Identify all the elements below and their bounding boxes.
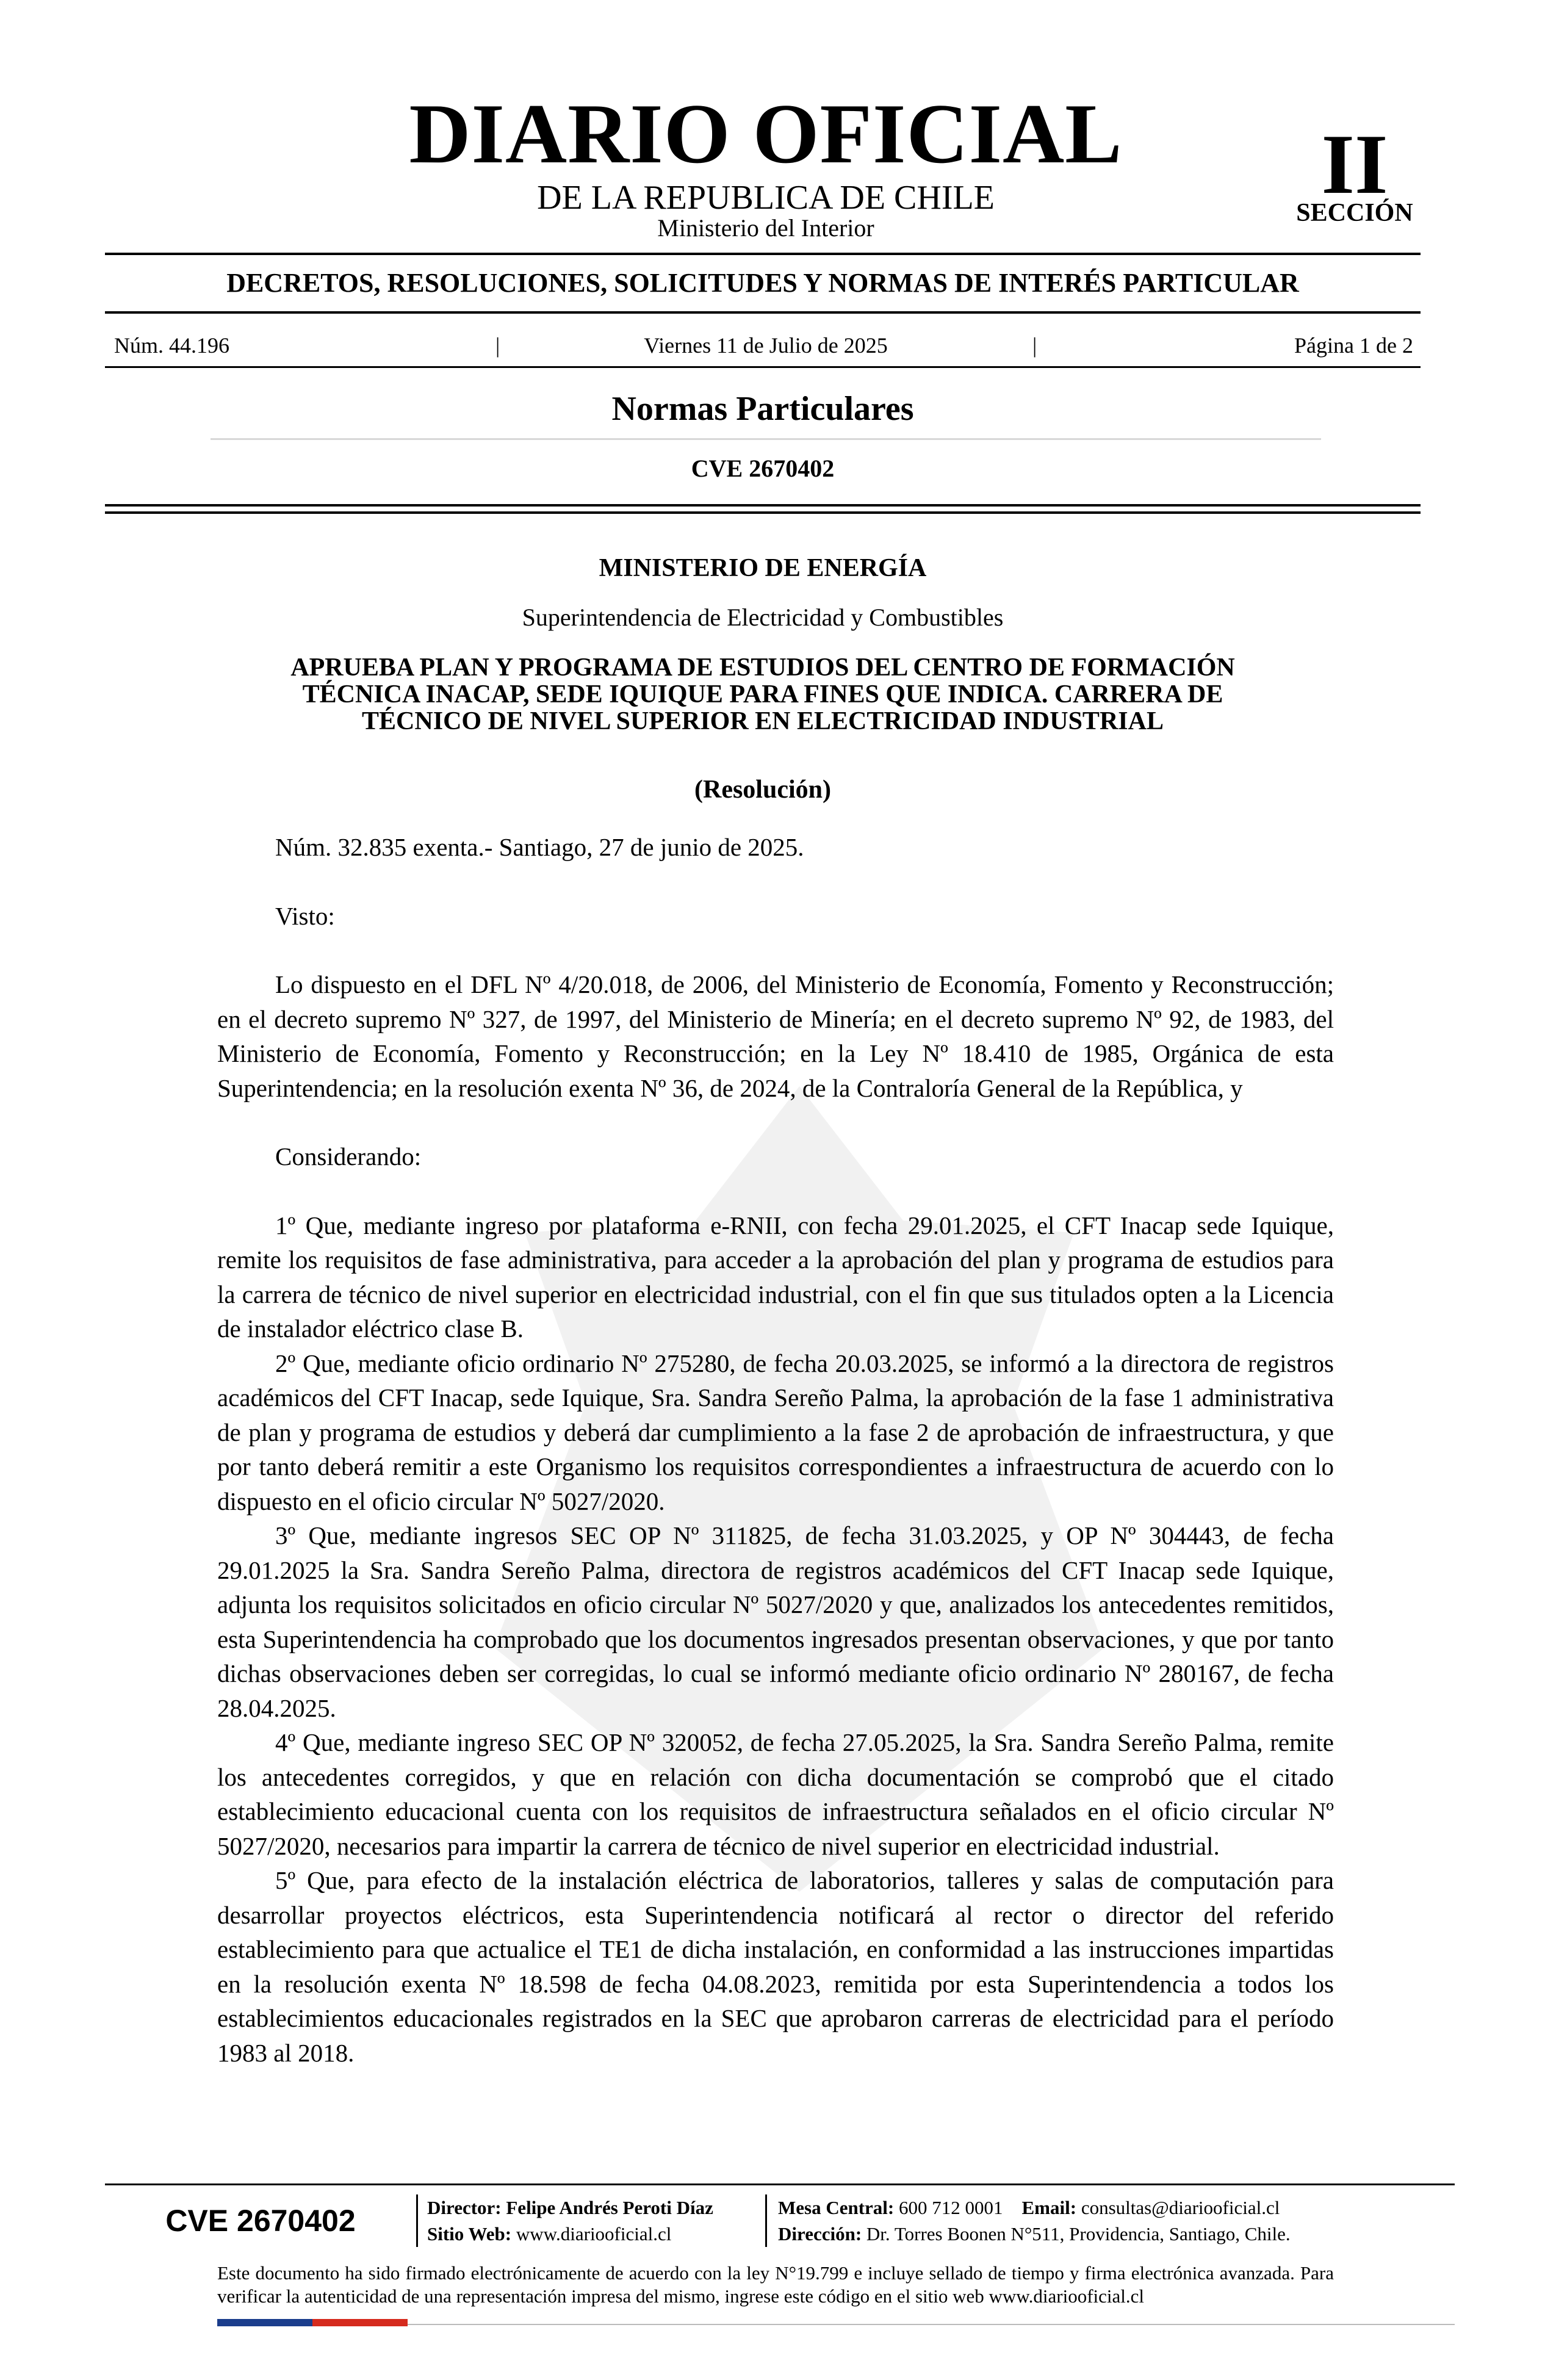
electronic-signature-note: Este documento ha sido firmado electrónicamente de acuerdo con la ley N°19.799 e incluye sellado de tiempo y firma electrónica avanzada. Para verificar la autenticidad de una representación impresa del mismo, ingrese este código en el sitio web www.diariooficial.cl: [217, 2262, 1334, 2307]
section-label: SECCIÓN: [1296, 199, 1413, 227]
address-text: Dr. Torres Boonen N°511, Providencia, Santiago, Chile.: [866, 2223, 1291, 2245]
publisher-ministry: Ministerio del Interior: [657, 214, 874, 242]
cve-divider-bottom: [105, 511, 1421, 514]
issuing-ministry: MINISTERIO DE ENERGÍA: [599, 554, 927, 582]
meta-separator: |: [495, 333, 500, 358]
flag-stripe-red: [312, 2319, 408, 2326]
flag-stripe-line: [408, 2324, 1455, 2325]
resolution-body: [217, 830, 1334, 2070]
section-banner: DECRETOS, RESOLUCIONES, SOLICITUDES Y NORMAS DE INTERÉS PARTICULAR: [226, 268, 1299, 298]
issue-date: Viernes 11 de Julio de 2025: [644, 333, 888, 358]
issue-number: Núm. 44.196: [114, 333, 229, 358]
section-number: II: [1321, 117, 1388, 212]
website-link[interactable]: www.diariooficial.cl: [516, 2223, 672, 2245]
considerando-paragraph: 2º Que, mediante oficio ordinario Nº 275280, de fecha 20.03.2025, se informó a la directora de registros académicos del CFT Inacap, sede Iquique, Sra. Sandra Sereño Palma, la aprobación de la fase 1 administrativa de plan y programa de estudios y deberá dar cumplimiento a la fase 2 de aprobación de infraestructura, y que por tanto deberá remitir a este Organismo los requisitos correspondientes a infraestructura de acuerdo con lo dispuesto en el oficio circular Nº 5027/2020.: [217, 1349, 1334, 1515]
cve-divider-top: [105, 504, 1421, 507]
footer-contact-block: [778, 2194, 1455, 2247]
footer-separator: [416, 2194, 418, 2247]
considerando-paragraph: 3º Que, mediante ingresos SEC OP Nº 311825, de fecha 31.03.2025, y OP Nº 304443, de fecha 29.01.2025 la Sra. Sandra Sereño Palma, directora de registros académicos del CFT Inacap sede Iquique, adjunta los requisitos solicitados en oficio circular Nº 5027/2020 y que, analizados los antecedentes remitidos, esta Superintendencia ha comprobado que los documentos ingresados presentan observaciones, y que por tanto dichas observaciones deben ser corregidas, lo cual se informó mediante oficio ordinario Nº 280167, de fecha 28.04.2025.: [217, 1521, 1334, 1722]
phone-label: Mesa Central:: [778, 2197, 895, 2218]
resolution-title: APRUEBA PLAN Y PROGRAMA DE ESTUDIOS DEL CENTRO DE FORMACIÓN TÉCNICA INACAP, SEDE IQUIQUE PARA FINES QUE INDICA. CARRERA DE TÉCNICO DE NIVEL SUPERIOR EN ELECTRICIDAD INDUSTRIAL: [290, 654, 1235, 735]
meta-divider: [105, 366, 1421, 368]
cve-code: CVE 2670402: [691, 455, 835, 482]
newspaper-subtitle: DE LA REPUBLICA DE CHILE: [537, 179, 995, 217]
document-type: (Resolución): [694, 776, 831, 804]
newspaper-title: DIARIO OFICIAL: [409, 87, 1123, 181]
director-name: Felipe Andrés Peroti Díaz: [506, 2197, 713, 2218]
phone-number: 600 712 0001: [899, 2197, 1003, 2218]
considerando-label: Considerando:: [275, 1142, 422, 1170]
footer-divider: [105, 2183, 1455, 2185]
page-indicator: Página 1 de 2: [1294, 333, 1413, 358]
address-label: Dirección:: [778, 2223, 862, 2245]
director-label: Director:: [427, 2197, 502, 2218]
footer-director-block: [427, 2194, 757, 2247]
flag-stripe-blue: [217, 2319, 312, 2326]
banner-divider: [105, 311, 1421, 314]
issuing-agency: Superintendencia de Electricidad y Combustibles: [522, 604, 1004, 631]
meta-separator: |: [1032, 333, 1037, 358]
section-heading: Normas Particulares: [611, 390, 914, 428]
visto-paragraph: Lo dispuesto en el DFL Nº 4/20.018, de 2006, del Ministerio de Economía, Fomento y Reconstrucción; en el decreto supremo Nº 327, de 1997, del Ministerio de Minería; en el decreto supremo Nº 92, de 1983, del Ministerio de Economía, Fomento y Reconstrucción; en la Ley Nº 18.410 de 1985, Orgánica de esta Superintendencia; en la resolución exenta Nº 36, de 2024, de la Contraloría General de la República, y: [217, 970, 1334, 1102]
email-label: Email:: [1021, 2197, 1077, 2218]
heading-underline: [211, 438, 1321, 440]
email-address[interactable]: consultas@diariooficial.cl: [1081, 2197, 1280, 2218]
resolution-number: Núm. 32.835 exenta.- Santiago, 27 de junio de 2025.: [275, 833, 804, 861]
masthead-divider: [105, 253, 1421, 255]
visto-label: Visto:: [275, 901, 335, 930]
considerando-paragraph: 5º Que, para efecto de la instalación eléctrica de laboratorios, talleres y salas de computación para desarrollar proyectos eléctricos, esta Superintendencia notificará al rector o director del referido establecimiento para que actualice el TE1 de dicha instalación, en conformidad a las instrucciones impartidas en la resolución exenta Nº 18.598 de fecha 04.08.2023, remitida por esta Superintendencia a todos los establecimientos educacionales registrados en la SEC que aprobaron carreras de electricidad para el período 1983 al 2018.: [217, 1866, 1334, 2067]
website-label: Sitio Web:: [427, 2223, 512, 2245]
footer-cve-code: CVE 2670402: [165, 2204, 356, 2238]
footer-separator: [765, 2194, 767, 2247]
considerando-paragraph: 4º Que, mediante ingreso SEC OP Nº 320052, de fecha 27.05.2025, la Sra. Sandra Sereño Palma, remite los antecedentes corregidos, y que en relación con dicha documentación se comprobó que el citado establecimiento educacional cuenta con los requisitos de infraestructura señalados en el oficio circular Nº 5027/2020, necesarios para impartir la carrera de técnico de nivel superior en electricidad industrial.: [217, 1728, 1334, 1860]
considerando-paragraph: 1º Que, mediante ingreso por plataforma e-RNII, con fecha 29.01.2025, el CFT Inacap sede Iquique, remite los requisitos de fase administrativa, para acceder a la aprobación del plan y programa de estudios para la carrera de técnico de nivel superior en electricidad industrial, con el fin que sus titulados opten a la Licencia de instalador eléctrico clase B.: [217, 1211, 1334, 1343]
